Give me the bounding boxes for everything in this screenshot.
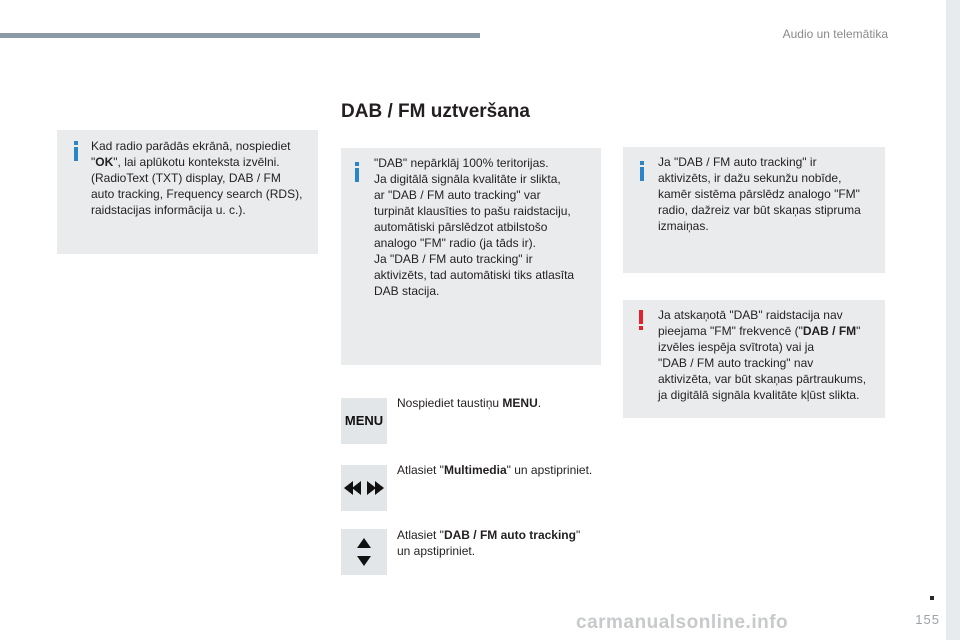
note-line: turpināt klausīties to pašu raidstaciju, bbox=[374, 204, 571, 218]
page-dot bbox=[930, 596, 934, 600]
info-icon bbox=[640, 167, 644, 181]
note-line: aktivizēts, tad automātiski tiks atlasīta bbox=[374, 268, 575, 282]
page-heading: DAB / FM uztveršana bbox=[341, 101, 530, 122]
info-note-context-menu bbox=[57, 130, 318, 254]
note-line: aktivizēta, var būt skaņas pārtraukums, bbox=[658, 372, 867, 386]
info-icon bbox=[74, 147, 78, 161]
note-line: izmaiņas. bbox=[658, 219, 709, 233]
note-line: Kad radio parādās ekrānā, nospiediet bbox=[91, 139, 291, 153]
note-line: analogo "FM" radio (ja tāds ir). bbox=[374, 236, 536, 250]
step-2-text: Atlasiet "Multimedia" un apstipriniet. bbox=[397, 463, 593, 477]
section-title: Audio un telemātika bbox=[782, 27, 888, 41]
note-line: Ja "DAB / FM auto tracking" ir bbox=[374, 252, 533, 266]
dab-fm-option-label: DAB / FM bbox=[802, 324, 857, 338]
menu-key-illustration bbox=[341, 398, 387, 444]
page-edge-band bbox=[946, 0, 960, 640]
note-line: radio, dažreiz var būt skaņas stipruma bbox=[658, 203, 861, 217]
note-line: DAB stacija. bbox=[374, 284, 440, 298]
note-line: "DAB" nepārklāj 100% teritorijas. bbox=[374, 156, 549, 170]
note-text bbox=[658, 307, 883, 403]
note-line: izvēles iespēja svītrota) vai ja bbox=[658, 340, 815, 354]
note-text bbox=[91, 138, 313, 218]
note-line: Ja atskaņotā "DAB" raidstacija nav bbox=[658, 308, 843, 322]
left-right-arrows-illustration bbox=[341, 465, 387, 511]
step-3-text: Atlasiet "DAB / FM auto tracking" un apstipriniet. bbox=[397, 528, 581, 558]
note-line: Ja digitālā signāla kvalitāte ir slikta, bbox=[374, 172, 561, 186]
menu-key-label: MENU bbox=[344, 413, 384, 428]
note-line: ja digitālā signāla kvalitāte kļūst slikta. bbox=[658, 388, 860, 402]
info-note-dab-coverage bbox=[341, 148, 601, 365]
header-rule bbox=[0, 33, 480, 38]
note-line: kamēr sistēma pārslēdz analogo "FM" bbox=[658, 187, 860, 201]
up-down-arrows-icon bbox=[341, 529, 387, 575]
ok-key-label: OK bbox=[95, 155, 114, 169]
note-line: aktivizēts, ir dažu sekunžu nobīde, bbox=[658, 171, 842, 185]
note-line: Ja "DAB / FM auto tracking" ir bbox=[658, 155, 817, 169]
note-line: pieejama "FM" frekvencē ("DAB / FM" bbox=[658, 324, 861, 338]
note-line: automātiski pārslēdzot atbilstošo bbox=[374, 220, 548, 234]
note-line: "DAB / FM auto tracking" nav bbox=[658, 356, 814, 370]
note-line: (RadioText (TXT) display, DAB / FM bbox=[91, 171, 281, 185]
note-line: ar "DAB / FM auto tracking" var bbox=[374, 188, 541, 202]
note-line: auto tracking, Frequency search (RDS), bbox=[91, 187, 303, 201]
page-number: 155 bbox=[915, 612, 940, 627]
left-right-arrows-icon bbox=[341, 465, 387, 511]
note-line: "OK", lai aplūkotu konteksta izvēlni. bbox=[91, 155, 280, 169]
info-note-tracking-delay bbox=[623, 147, 885, 273]
note-line: raidstacijas informācija u. c.). bbox=[91, 203, 246, 217]
step-1-text: Nospiediet taustiņu MENU. bbox=[397, 396, 542, 410]
watermark: carmanualsonline.info bbox=[576, 612, 789, 633]
up-down-arrows-illustration bbox=[341, 529, 387, 575]
warning-note-fm-unavailable bbox=[623, 300, 885, 418]
note-text bbox=[374, 155, 599, 299]
note-text bbox=[658, 154, 883, 234]
info-icon bbox=[355, 168, 359, 182]
warning-icon bbox=[639, 310, 643, 324]
